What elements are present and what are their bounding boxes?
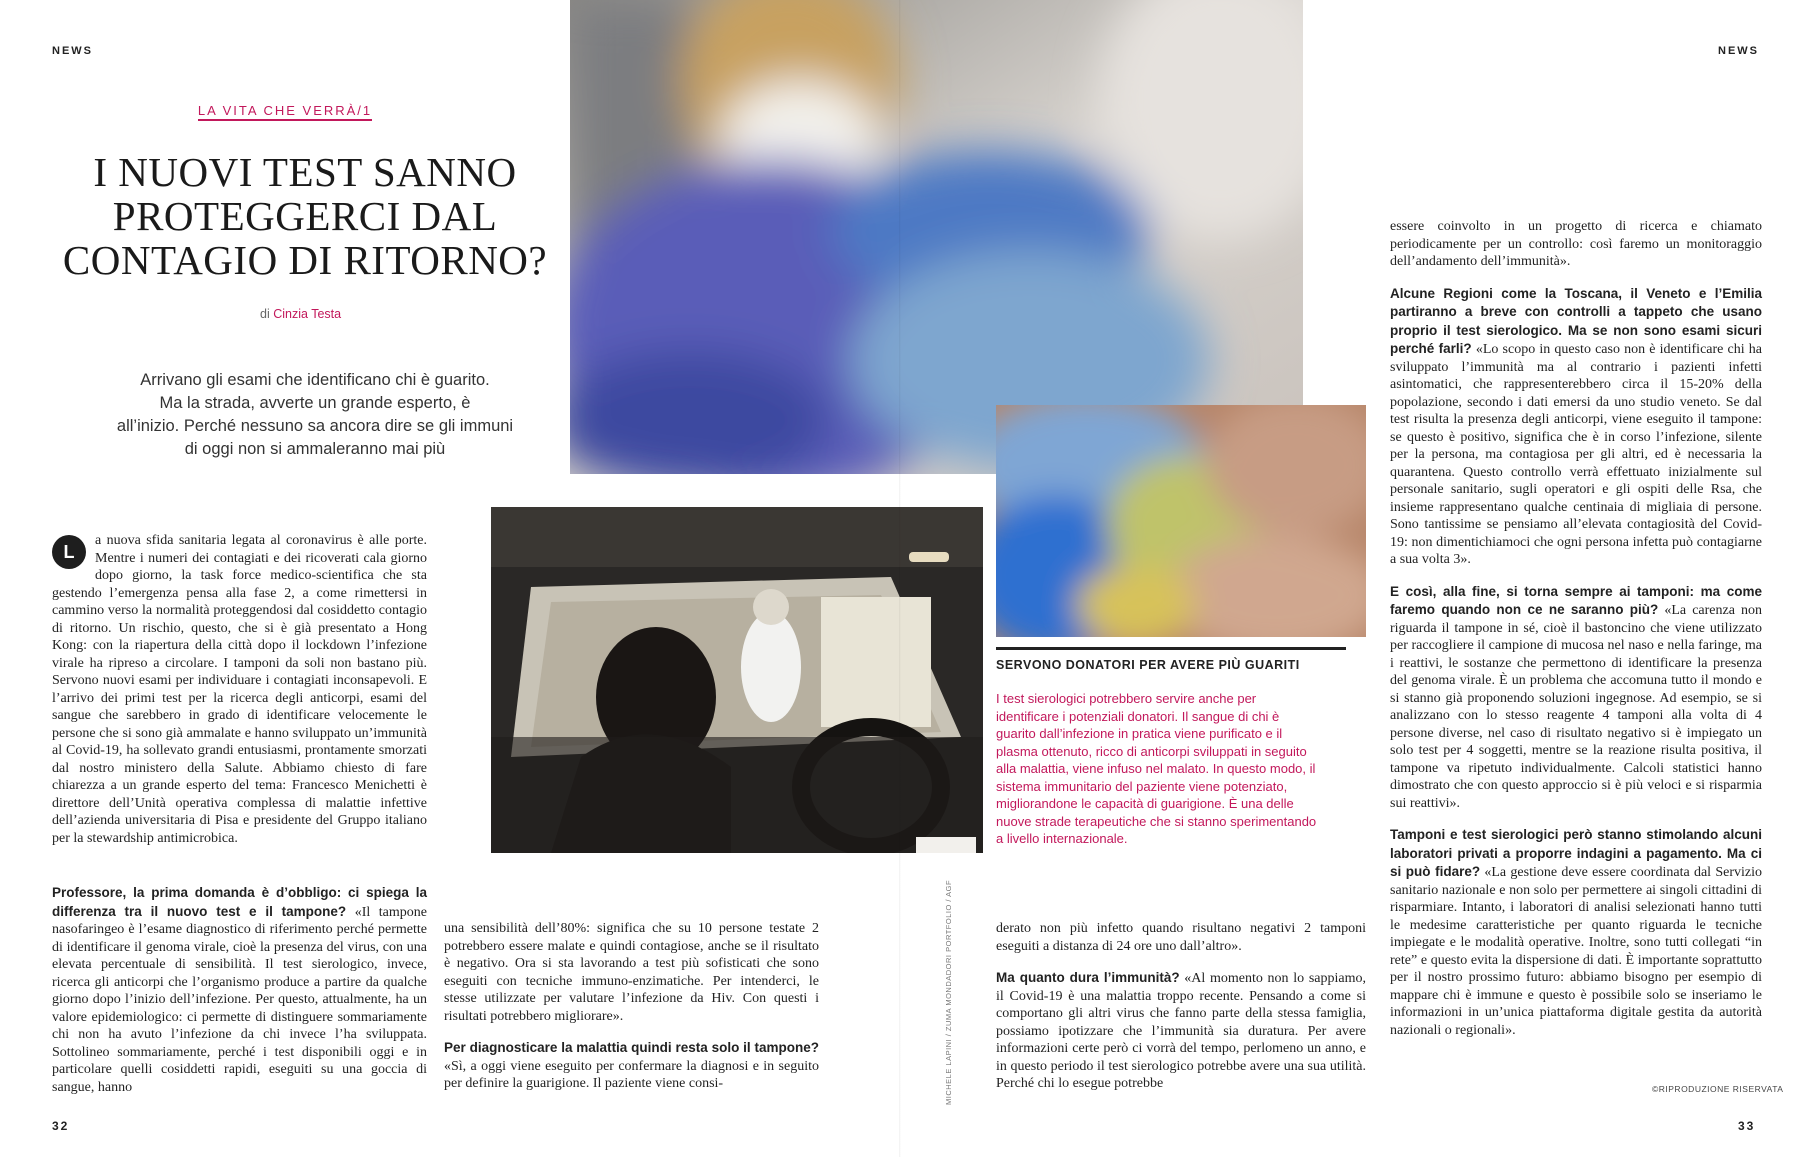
car-photo-image <box>491 507 983 853</box>
column-3 <box>996 920 1366 1093</box>
column-1-intro <box>52 532 427 847</box>
column-2 <box>444 920 819 1093</box>
qa-2 <box>444 1039 819 1093</box>
answer-2-continued: derato non più infetto quando risultano negativi 2 tamponi eseguiti a distanza di 24 ore uno dall’altro». <box>996 921 1366 954</box>
box-title: SERVONO DONATORI PER AVERE PIÙ GUARITI <box>996 658 1300 672</box>
byline-prefix: di <box>260 307 270 321</box>
car-photo <box>491 507 983 853</box>
qa-6 <box>1390 826 1762 1039</box>
answer-5: «La carenza non riguarda il tampone in sé, cioè il bastoncino che viene utilizzato per raccogliere il campione di mucosa nel naso e nella faringe, ma i reattivi, le sostanze che permettono di identificare la presenza del genoma virale. È un problema che accomuna tutto il mondo e si stanno già proponendo soluzioni ingegnose. Ad esempio, se si analizzano con lo stesso reagente 4 tamponi alla volta di 4 persone diverse, nel caso di risultato negativo si è impiegato un solo test per 4 soggetti, mentre se la reazione risulta positiva, il tampone va ripetuto individualmente. Calcoli statistici hanno dimostrato che con questo approccio si è più veloci e si risparmia sui reattivi». <box>1390 603 1763 811</box>
answer-4: «Lo scopo in questo caso non è identificare chi ha sviluppato l’immunità ma al contrario i pazienti infetti asintomatici, che rappresenterebbero circa il 15-20% della popolazione, secondo i dati emersi da uno studio veneto. Se dal test risulta la presenza degli anticorpi, viene eseguito il tampone: se questo è positivo, significa che è in corso l’infezione, silente per la persona, ma contagiosa per gli altri, ed è necessaria la quarantena. Questo controllo verrà effettuato inizialmente sul personale sanitario, sugli operatori e gli ospiti delle Rsa, che insieme rappresentano qualche centinaia di migliaia di persone. Sono tantissime se pensiamo all’elevata contagiosità del Covid-19: non dimentichiamoci che ogni persona infetta può contagiarne a sua volta 3». <box>1390 342 1762 567</box>
kicker: LA VITA CHE VERRÀ/1 <box>198 103 372 121</box>
intro-paragraph: a nuova sfida sanitaria legata al coronavirus è alle porte. Mentre i numeri dei contagiati e dei ricoverati cala giorno dopo giorno, la task force medico-scientifica che sta gestendo l’emergenza pensa alla fase 2, a come rimettersi in cammino verso la normalità proteggendosi dal cosiddetto contagio di ritorno. Un rischio, questo, che si è già presentato a Hong Kong: con la riapertura della città dopo il lockdown l’infezione virale ha ripreso a circolare. I tamponi da soli non bastano più. Servono nuovi esami per individuare i contagiati inconsapevoli. E l’arrivo dei primi test per la ricerca degli anticorpi, esami del sangue che sarebbero in grado di identificare velocemente le persone che si sono già ammalate e hanno sviluppato un’immunità al Covid-19, ha sollevato grandi entusiasmi, prontamente smorzati dal nostro ministero della Salute. Abbiamo chiesto di fare chiarezza a un grande esperto del tema: Francesco Menichetti è direttore dell’Unità operativa complessa di malattie infettive dell’azienda universitaria di Pisa e presidente del Gruppo italiano per la stewardship antimicrobica. <box>52 533 427 846</box>
page-number-right: 33 <box>1738 1119 1756 1133</box>
standfirst-line-4: di oggi non si ammaleranno mai più <box>184 440 446 458</box>
question-3: Ma quanto dura l’immunità? <box>996 970 1180 985</box>
column-1-qa <box>52 884 427 1096</box>
standfirst-line-3: all’inizio. Perché nessuno sa ancora dire se gli immuni <box>116 417 514 435</box>
answer-3-continued: essere coinvolto in un progetto di ricerca e chiamato periodicamente per un controllo: così faremo un monitoraggio dell’andamento dell’immunità». <box>1390 219 1762 269</box>
headline <box>30 150 580 282</box>
question-6: Tamponi e test sierologici però stanno stimolando alcuni laboratori privati a proporre indagini a pagamento. Ma ci si può fidare? <box>1390 827 1762 879</box>
qa-1 <box>52 884 427 1096</box>
standfirst-line-2: Ma la strada, avverte un grande esperto, è <box>159 394 471 412</box>
qa-3 <box>996 969 1366 1093</box>
answer-3: «Al momento non lo sappiamo, il Covid-19 è una malattia troppo recente. Pensando a come si comportano gli altri virus che fanno parte della stessa famiglia, possiamo ipotizzare che l’immunità sia duratura. Per avere informazioni certe però ci vorrà del tempo, perlomeno un anno, e in questo periodo il test sierologico potrebbe avere una sua utilità. Perché chi lo esegue potrebbe <box>996 971 1366 1091</box>
question-4: Alcune Regioni come la Toscana, il Veneto e l’Emilia partiranno a breve con controlli a tappeto che usano proprio il test sierologico. Ma se non sono esami sicuri perché farli? <box>1390 285 1762 356</box>
copyright: ©RIPRODUZIONE RISERVATA <box>1652 1084 1784 1094</box>
answer-6: «La gestione deve essere coordinata dal Servizio sanitario nazionale e non solo per permettere ai singoli cittadini di risparmiare. Intanto, i laboratori di analisi selezionati hanno tutti le medesime caratteristiche per quanto riguarda le tecniche impiegate e le modalità operative. Inoltre, sono tutti collegati “in rete” e questo evita la dispersione di dati. È importante soprattutto per il nostro prossimo futuro: abbiamo bisogno per esempio di mappare chi è immune e questo è possibile solo se inseriamo le informazioni in un’unica piattaforma digitale gestita da autorità nazionali o regionali». <box>1390 865 1763 1038</box>
answer-2: «Sì, a oggi viene eseguito per confermare la diagnosi e in seguito per definire la guarigione. Il paziente viene consi- <box>444 1058 819 1091</box>
small-photo <box>996 405 1366 637</box>
hero-photo <box>570 0 1303 474</box>
answer-1: «Il tampone nasofaringeo è l’esame diagnostico di riferimento perché permette di identificare il genoma virale, cioè la presenza del virus, con una elevata percentuale di sensibilità. Il test sierologico, invece, ricerca gli anticorpi che l’organismo produce a partire da qualche giorno dopo l’inizio dell’infezione. Per questo, attualmente, ha un valore epidemiologico: ci permette di distinguere sommariamente chi non ha avuto l’infezione da chi invece l’ha sviluppata. Sottolineo sommariamente, perché i test disponibili oggi e in particolare quelli cosiddetti rapidi, eseguiti su una goccia di sangue, hanno <box>52 904 427 1095</box>
column-4 <box>1390 218 1762 1039</box>
section-tag-left: NEWS <box>52 45 93 57</box>
box-text: I test sierologici potrebbero servire anche per identificare i potenziali donatori. Il sangue di chi è guarito dall’infezione in pratica viene purificato e il plasma ottenuto, ricco di anticorpi sviluppati in seguito alla malattia, viene infuso nel malato. In questo modo, il sistema immunitario del paziente viene potenziato, migliorandone le capacità di guarigione. È una delle nuove strade terapeutiche che si stanno sperimentando a livello internazionale. <box>996 691 1317 846</box>
photo-credit: MICHELE LAPINI / ZUMA MONDADORI PORTFOLIO / AGF <box>944 879 953 1105</box>
box-rule <box>996 647 1346 650</box>
qa-5 <box>1390 583 1762 813</box>
page-number-left: 32 <box>52 1119 70 1133</box>
small-photo-image <box>996 405 1366 637</box>
headline-line-2: PROTEGGERCI DAL <box>112 193 498 239</box>
hero-photo-image <box>570 0 1303 474</box>
headline-line-1: I NUOVI TEST SANNO <box>93 149 517 195</box>
qa-4 <box>1390 285 1762 569</box>
kicker-wrap <box>0 102 570 120</box>
question-2: Per diagnosticare la malattia quindi resta solo il tampone? <box>444 1040 819 1055</box>
dropcap: L <box>52 535 86 569</box>
answer-1-continued: una sensibilità dell’80%: significa che su 10 persone testate 2 potrebbero essere malate e quindi contagiose, anche se il risultato è negativo. Ora si sta lavorando a test più sofisticati che sono eseguiti con tecniche immuno-enzimatiche. Per intenderci, le stesse utilizzate per valutare l’infezione da Hiv. Con questi i risultati potrebbero migliorare». <box>444 921 819 1024</box>
section-tag-right: NEWS <box>1718 45 1759 57</box>
question-1: Professore, la prima domanda è d’obbligo: ci spiega la differenza tra il nuovo test e il tampone? <box>52 885 427 919</box>
byline-author: Cinzia Testa <box>273 307 342 321</box>
byline <box>260 307 341 321</box>
question-5: E così, alla fine, si torna sempre ai tamponi: ma come faremo quando non ce ne saranno più? <box>1390 583 1762 617</box>
headline-line-3: CONTAGIO DI RITORNO? <box>62 237 548 283</box>
standfirst <box>90 369 540 461</box>
page-gutter <box>899 0 901 1157</box>
standfirst-line-1: Arrivano gli esami che identificano chi è guarito. <box>140 371 490 389</box>
